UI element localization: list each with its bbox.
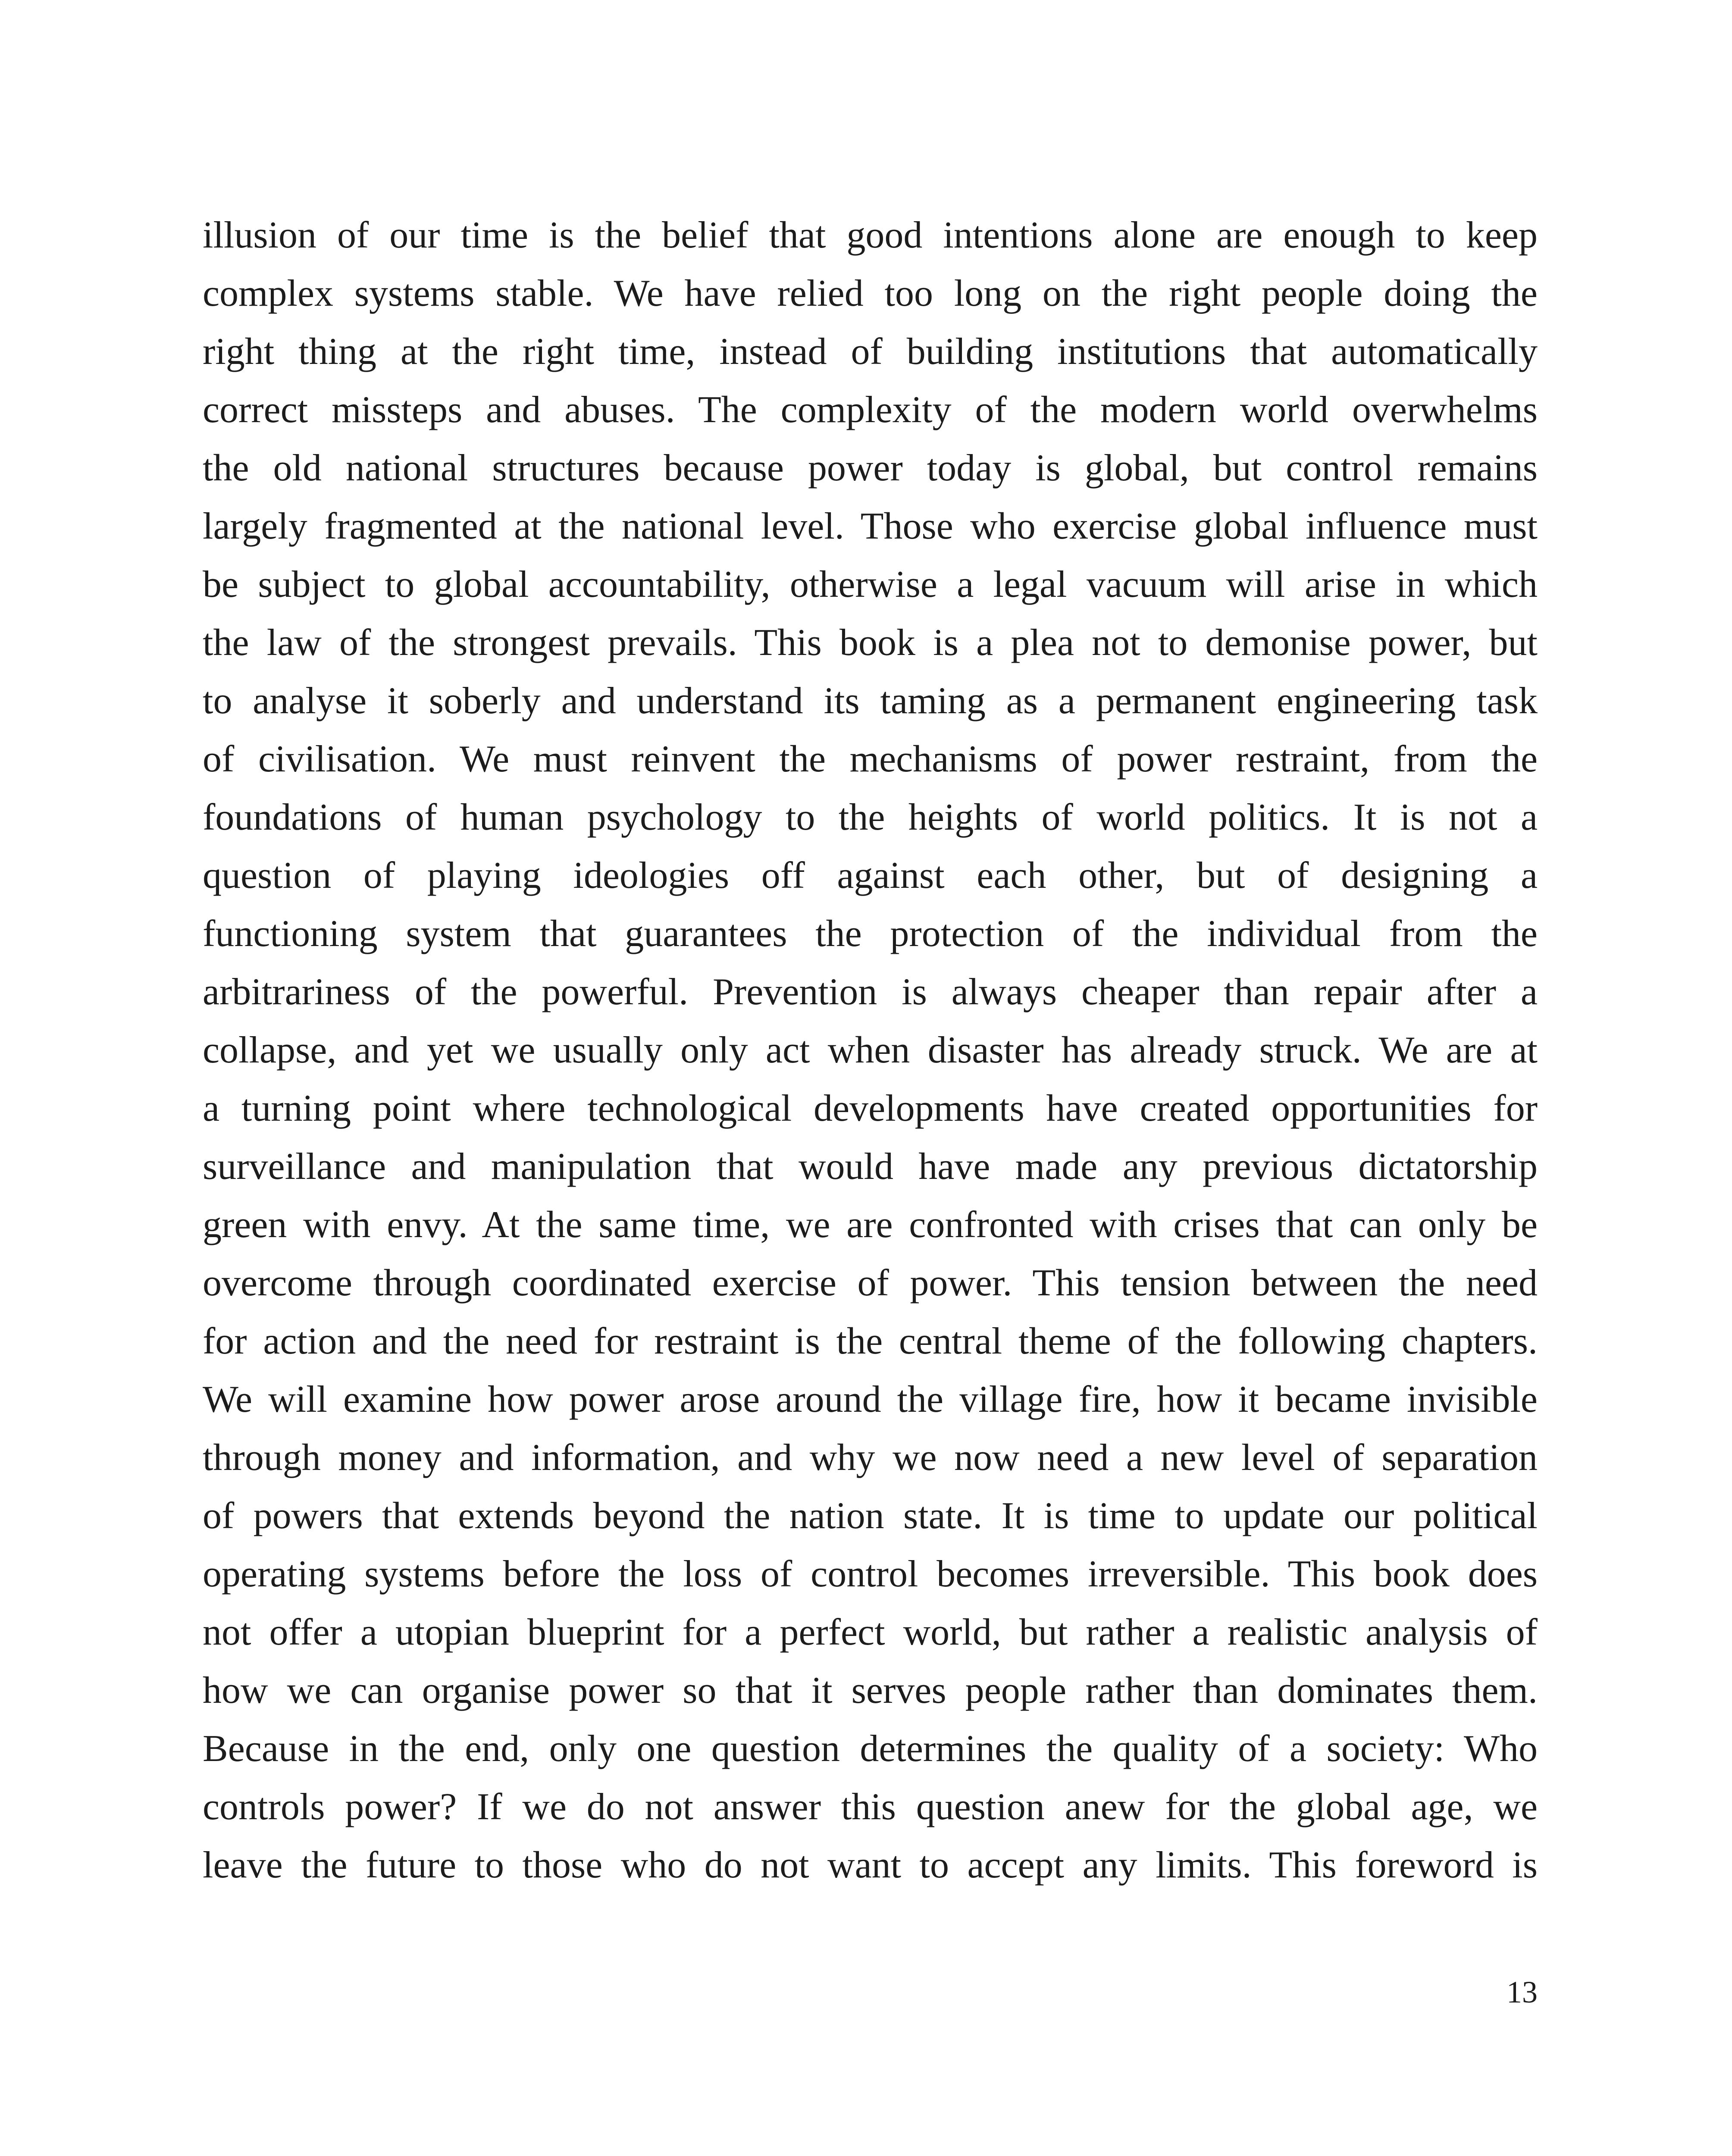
text-line: operating systems before the loss of control becomes irreversible. This book does (203, 1553, 1538, 1595)
text-line: of civilisation. We must reinvent the mechanisms of power restraint, from the (203, 738, 1538, 780)
text-line: a turning point where technological developments have created opportunities for (203, 1087, 1538, 1129)
text-line: surveillance and manipulation that would have made any previous dictatorship (203, 1146, 1538, 1188)
text-line: foundations of human psychology to the heights of world politics. It is not a (203, 796, 1538, 838)
text-line: how we can organise power so that it serves people rather than dominates them. (203, 1670, 1538, 1711)
text-line: the law of the strongest prevails. This book is a plea not to demonise power, but (203, 622, 1538, 664)
text-line: through money and information, and why we now need a new level of separation (203, 1437, 1538, 1479)
text-line: question of playing ideologies off against each other, but of designing a (203, 855, 1538, 896)
text-line: the old national structures because power today is global, but control remains (203, 447, 1538, 489)
text-line: controls power? If we do not answer this question anew for the global age, we (203, 1786, 1538, 1828)
text-line: to analyse it soberly and understand its taming as a permanent engineering task (203, 680, 1538, 722)
text-line: for action and the need for restraint is the central theme of the following chapters. (203, 1320, 1538, 1362)
text-line: correct missteps and abuses. The complexity of the modern world overwhelms (203, 389, 1538, 431)
text-line: of powers that extends beyond the nation state. It is time to update our political (203, 1495, 1538, 1537)
text-line: green with envy. At the same time, we are confronted with crises that can only be (203, 1204, 1538, 1246)
page-number: 13 (1506, 1975, 1538, 2009)
text-line: largely fragmented at the national level. Those who exercise global influence must (203, 505, 1538, 547)
text-line: leave the future to those who do not want to accept any limits. This foreword is (203, 1844, 1538, 1886)
text-line: not offer a utopian blueprint for a perfect world, but rather a realistic analysis of (203, 1611, 1538, 1653)
text-line: complex systems stable. We have relied too long on the right people doing the (203, 273, 1538, 314)
text-line: arbitrariness of the powerful. Prevention is always cheaper than repair after a (203, 971, 1538, 1013)
text-line: illusion of our time is the belief that good intentions alone are enough to keep (203, 214, 1538, 256)
text-line: We will examine how power arose around the village fire, how it became invisible (203, 1379, 1538, 1420)
text-line: overcome through coordinated exercise of power. This tension between the need (203, 1262, 1538, 1304)
text-line: functioning system that guarantees the protection of the individual from the (203, 913, 1538, 955)
text-line: Because in the end, only one question determines the quality of a society: Who (203, 1728, 1538, 1770)
body-text (203, 206, 1538, 1894)
text-line: right thing at the right time, instead of building institutions that automatically (203, 331, 1538, 373)
text-line: be subject to global accountability, otherwise a legal vacuum will arise in which (203, 564, 1538, 605)
text-line: collapse, and yet we usually only act when disaster has already struck. We are at (203, 1029, 1538, 1071)
